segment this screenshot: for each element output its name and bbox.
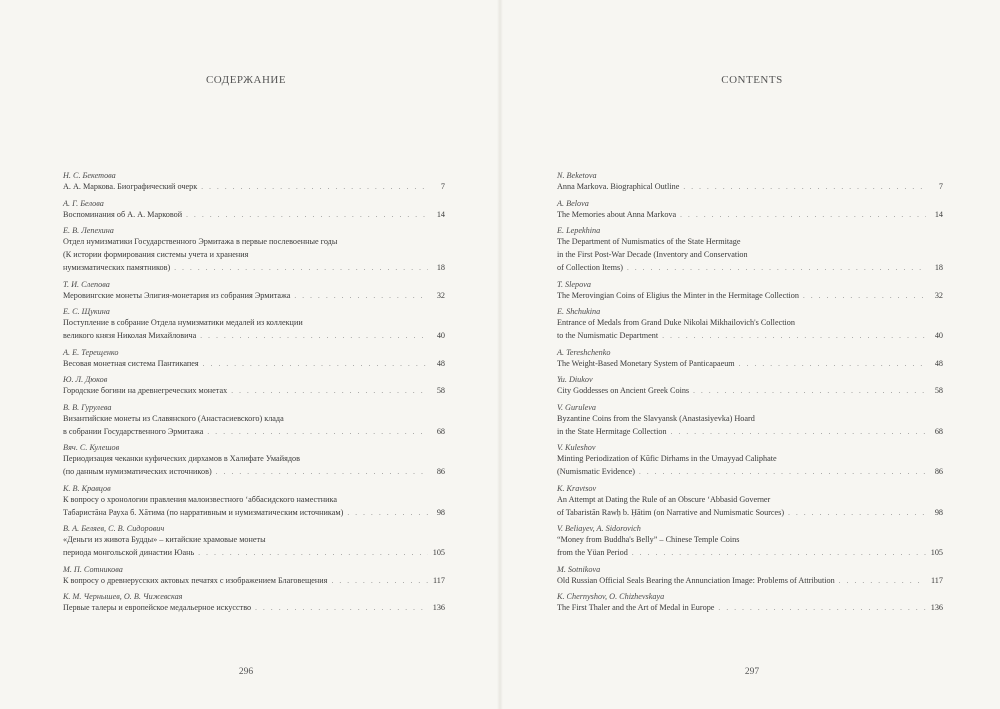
dot-leader <box>839 575 926 588</box>
toc-entry-page-number: 18 <box>436 262 445 272</box>
toc-entry[interactable] <box>63 347 445 371</box>
toc-entry-author: В. В. Гурулева <box>63 403 112 413</box>
toc-entry[interactable] <box>557 591 943 615</box>
toc-entry-title-line: City Goddesses on Ancient Greek Coins <box>557 386 690 396</box>
toc-entry[interactable] <box>557 347 943 371</box>
toc-entry-page-number: 105 <box>432 547 445 557</box>
toc-entry[interactable] <box>63 564 445 588</box>
page-number: 296 <box>238 667 254 677</box>
toc-entry-author: А. Е. Терещенко <box>63 347 119 357</box>
toc-entry-title-line: Табаристāна Рауха б. Хāтима (по нарративным и нумизматическим источникам) <box>63 507 344 517</box>
right-page <box>500 0 1000 709</box>
toc-entry-title-line: (Numismatic Evidence) <box>557 467 635 477</box>
toc-entry-title-line: Первые талеры и европейское медальерное искусство <box>63 603 252 613</box>
dot-leader <box>231 385 428 398</box>
toc-entry-page-number: 86 <box>934 467 943 477</box>
toc-entry-title-line: of Collection Items) <box>557 262 623 272</box>
toc-entry-title-line: of Tabaristān Rawḥ b. Ḥātim (on Narrative and Numismatic Sources) <box>557 507 785 517</box>
toc-entry-page-number: 98 <box>436 507 445 517</box>
toc-entry[interactable] <box>557 374 943 398</box>
toc-entry-title-line: The Weight-Based Monetary System of Panticapaeum <box>557 358 735 368</box>
toc-entry[interactable] <box>557 306 943 342</box>
toc-entry-author: E. Shchukina <box>557 307 601 317</box>
toc-entry[interactable] <box>557 483 943 519</box>
toc-entry-author: K. Kravtsov <box>557 483 597 493</box>
toc-entry[interactable] <box>63 170 445 194</box>
toc-entry-title-line: “Money from Buddha's Belly” – Chinese Temple Coins <box>557 535 740 545</box>
toc-entry-title-line: К вопросу о хронологии правления малоизвестного ʻаббасидского наместника <box>63 494 338 504</box>
toc-entry-author: A. Tereshchenko <box>557 347 611 357</box>
dot-leader <box>207 426 428 439</box>
toc-entry-page-number: 14 <box>934 209 943 219</box>
toc-entry[interactable] <box>557 564 943 588</box>
toc-entry-title-line: Minting Periodization of Kūfic Dirhams in the Umayyad Caliphate <box>557 454 777 464</box>
toc-entry-author: К. В. Кравцов <box>63 483 111 493</box>
toc-entry-title-line: in the First Post-War Decade (Inventory and Conservation <box>557 250 748 260</box>
toc-entry-title-line: Периодизация чеканки куфических дирхамов в Халифате Умайядов <box>63 454 300 464</box>
toc-entry-page-number: 40 <box>436 330 445 340</box>
toc-entry-author: Е. В. Лепехина <box>63 226 114 236</box>
toc-entry-author: В. А. Беляев, С. В. Сидорович <box>63 524 165 534</box>
dot-leader <box>200 330 428 343</box>
toc-entry-page-number: 40 <box>934 330 943 340</box>
toc-entry-page-number: 48 <box>436 358 445 368</box>
toc-entry-author: V. Kuleshov <box>557 443 596 453</box>
dot-leader <box>255 602 428 615</box>
toc-entry-title-line: (по данным нумизматических источников) <box>63 467 212 477</box>
toc-entry-title-line: Byzantine Coins from the Slavyansk (Anastasiyevka) Hoard <box>557 414 755 424</box>
toc-entry-title-line: нумизматических памятников) <box>63 262 171 272</box>
toc-entry[interactable] <box>557 442 943 478</box>
toc-entry-author: M. Sotnikova <box>557 564 601 574</box>
toc-entry-page-number: 14 <box>436 209 445 219</box>
toc-entry-author: А. Г. Белова <box>63 198 104 208</box>
toc-entry-title-line: Весовая монетная система Пантикапея <box>63 358 199 368</box>
toc-entry-title-line: Меровингские монеты Элигия-монетария из собрания Эрмитажа <box>63 290 291 300</box>
toc-entry-author: T. Slepova <box>557 279 591 289</box>
toc-entry-title-line: in the State Hermitage Collection <box>557 426 667 436</box>
toc-entry[interactable] <box>63 591 445 615</box>
toc-entry-title-line: Городские богини на древнегреческих монетах <box>63 386 228 396</box>
dot-leader <box>331 575 428 588</box>
table-of-contents <box>63 170 445 619</box>
toc-entry-page-number: 86 <box>436 467 445 477</box>
toc-entry[interactable] <box>63 483 445 519</box>
toc-entry[interactable] <box>557 402 943 438</box>
dot-leader <box>683 181 926 194</box>
toc-entry-author: Т. И. Слепова <box>63 279 110 289</box>
dot-leader <box>639 466 926 479</box>
toc-entry-page-number: 32 <box>436 290 445 300</box>
dot-leader <box>680 209 926 222</box>
dot-leader <box>693 385 926 398</box>
toc-entry-title-line: to the Numismatic Department <box>557 330 659 340</box>
dot-leader <box>198 547 428 560</box>
toc-entry-page-number: 68 <box>436 426 445 436</box>
toc-entry-author: М. П. Сотникова <box>63 564 123 574</box>
dot-leader <box>803 290 926 303</box>
toc-entry[interactable] <box>63 225 445 274</box>
toc-entry-author: V. Beliayev, A. Sidorovich <box>557 524 641 534</box>
toc-entry-page-number: 136 <box>432 603 445 613</box>
toc-entry-page-number: 117 <box>433 575 445 585</box>
toc-entry-title-line: А. А. Маркова. Биографический очерк <box>63 182 198 191</box>
dot-leader <box>347 507 428 520</box>
toc-entry-title-line: периода монгольской династии Юань <box>63 547 195 557</box>
toc-entry-title-line: Entrance of Medals from Grand Duke Nikolai Mikhailovich's Collection <box>557 318 795 328</box>
dot-leader <box>788 507 926 520</box>
toc-entry-title-line: from the Yüan Period <box>557 547 628 557</box>
toc-entry[interactable] <box>557 198 943 222</box>
toc-entry-page-number: 98 <box>934 507 943 517</box>
toc-entry-page-number: 48 <box>934 358 943 368</box>
toc-entry[interactable] <box>63 523 445 559</box>
toc-entry-author: A. Belova <box>557 198 589 208</box>
toc-entry-title-line: The Memories about Anna Markova <box>557 209 677 219</box>
dot-leader <box>174 262 428 275</box>
toc-entry-page-number: 117 <box>931 575 943 585</box>
dot-leader <box>632 547 926 560</box>
toc-entry[interactable] <box>557 170 943 194</box>
toc-entry[interactable] <box>557 279 943 303</box>
toc-entry-title-line: The Department of Numismatics of the State Hermitage <box>557 237 741 247</box>
dot-leader <box>671 426 926 439</box>
page-number: 297 <box>744 667 760 677</box>
toc-entry[interactable] <box>63 306 445 342</box>
table-of-contents <box>557 170 943 619</box>
toc-entry-author: Ю. Л. Дюков <box>63 375 108 385</box>
page-heading: СОДЕРЖАНИЕ <box>205 74 287 86</box>
toc-entry-title-line: Воспоминания об А. А. Марковой <box>63 209 183 219</box>
toc-entry[interactable] <box>63 198 445 222</box>
toc-entry-page-number: 58 <box>934 386 943 396</box>
toc-entry-page-number: 105 <box>930 547 943 557</box>
toc-entry-title-line: An Attempt at Dating the Rule of an Obscure ʻAbbasid Governer <box>557 494 771 504</box>
toc-entry-author: Е. С. Щукина <box>63 307 110 317</box>
toc-entry[interactable] <box>63 374 445 398</box>
toc-entry-title-line: Old Russian Official Seals Bearing the Annunciation Image: Problems of Attribution <box>557 575 835 585</box>
toc-entry[interactable] <box>63 402 445 438</box>
toc-entry-title-line: Отдел нумизматики Государственного Эрмитажа в первые послевоенные годы <box>63 237 338 247</box>
toc-entry-page-number: 18 <box>934 262 943 272</box>
toc-entry[interactable] <box>63 442 445 478</box>
dot-leader <box>718 602 926 615</box>
dot-leader <box>201 181 428 194</box>
toc-entry-author: Н. С. Бекетова <box>63 171 116 180</box>
toc-entry-page-number: 136 <box>930 603 943 613</box>
toc-entry-title-line: «Деньги из живота Будды» – китайские храмовые монеты <box>63 535 266 545</box>
toc-entry-page-number: 7 <box>938 182 943 191</box>
toc-entry[interactable] <box>63 279 445 303</box>
dot-leader <box>203 358 428 371</box>
toc-entry-author: V. Guruleva <box>557 403 596 413</box>
toc-entry-title-line: The Merovingian Coins of Eligius the Minter in the Hermitage Collection <box>557 290 799 300</box>
toc-entry[interactable] <box>557 523 943 559</box>
toc-entry-author: Yu. Diukov <box>557 375 593 385</box>
toc-entry-page-number: 7 <box>440 182 445 191</box>
toc-entry-title-line: Поступление в собрание Отдела нумизматики медалей из коллекции <box>63 318 303 328</box>
toc-entry-page-number: 68 <box>934 426 943 436</box>
toc-entry-title-line: К вопросу о древнерусских актовых печатях с изображением Благовещения <box>63 575 328 585</box>
dot-leader <box>739 358 926 371</box>
toc-entry-author: Вяч. С. Кулешов <box>63 443 120 453</box>
page-heading: CONTENTS <box>721 74 783 86</box>
toc-entry-author: K. Chernyshov, O. Chizhevskaya <box>557 592 665 602</box>
dot-leader <box>627 262 926 275</box>
toc-entry-title-line: Византийские монеты из Славянского (Анастасиевского) клада <box>63 414 284 424</box>
toc-entry-title-line: великого князя Николая Михайловича <box>63 330 197 340</box>
toc-entry[interactable] <box>557 225 943 274</box>
toc-entry-title-line: Anna Markova. Biographical Outline <box>557 182 680 191</box>
toc-entry-title-line: (К истории формирования системы учета и хранения <box>63 250 249 260</box>
dot-leader <box>186 209 428 222</box>
dot-leader <box>216 466 428 479</box>
toc-entry-title-line: The First Thaler and the Art of Medal in Europe <box>557 603 715 613</box>
dot-leader <box>294 290 428 303</box>
toc-entry-title-line: в собрании Государственного Эрмитажа <box>63 426 204 436</box>
toc-entry-author: N. Beketova <box>557 171 597 180</box>
toc-entry-page-number: 32 <box>934 290 943 300</box>
toc-entry-author: E. Lepekhina <box>557 226 601 236</box>
toc-entry-author: К. М. Чернышев, О. В. Чижевская <box>63 592 183 602</box>
dot-leader <box>662 330 926 343</box>
toc-entry-page-number: 58 <box>436 386 445 396</box>
